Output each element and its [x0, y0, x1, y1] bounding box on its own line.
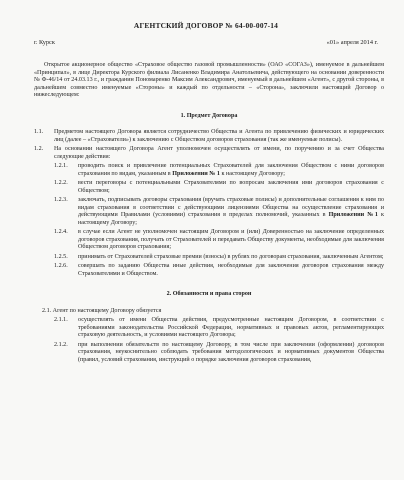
clause-text-part: к настоящему Договору; — [78, 212, 384, 226]
clause-text: осуществлять от имени Общества действия, предусмотренные настоящим Договором, в соответствии с требованиями законодательства Российской Федерации, нормативных и правовых актов, регламентирующих страховую деятельность, и условиями настоящего Договора; — [78, 317, 384, 338]
clause-number: 1.2.1. — [54, 163, 68, 169]
clause-text-part: проводить поиск и привлечение потенциальных Страхователей для заключения Обществом с ними договоров страхования по видам, указанным в — [78, 163, 384, 177]
clause-1-2-6 — [34, 263, 384, 278]
clause-1-2-5 — [34, 254, 384, 262]
contract-date: «01» апреля 2014 г. — [326, 38, 378, 46]
clause-1-1 — [34, 129, 384, 144]
clause-text: при выполнении обязательств по настоящему Договору, в том числе при заключении (оформлении) договоров страхования, неукоснительно соблюдать требования методологических и нормативных документов Общества (правил, условий страхования, инструкций о порядке заключения договоров страхования, — [78, 341, 384, 363]
clause-text: Предметом настоящего Договора является сотрудничество Общества и Агента по привлечению физических и юридических лиц (далее – «Страхователи») к заключению с Обществом договоров страхования (так же именуемые полисы). — [54, 129, 384, 143]
clause-number: 1.2.6. — [54, 263, 68, 269]
clause-1-2 — [34, 146, 384, 161]
clause-text: в случае если Агент не уполномочен настоящим Договором и (или) Доверенностью на заключение определенных договоров страхования, получать от Страхователей и передавать Обществу документы, необходимые для заключения Обществом договоров страхования; — [78, 229, 384, 250]
clause-1-2-3 — [34, 197, 384, 227]
clause-number: 1.2.3. — [54, 197, 68, 203]
clause-number: 1.2.5. — [54, 253, 68, 260]
clause-2-1: 2.1. Агент по настоящему Договору обязуется — [42, 307, 162, 314]
clause-1-2-2 — [34, 180, 384, 195]
clause-text: вести переговоры с потенциальными Страхователями по вопросам заключения ими договоров страхования с Обществом; — [78, 180, 384, 194]
section-1-title: 1. Предмет Договора — [180, 112, 238, 119]
clause-number: 1.2.4. — [54, 229, 68, 235]
clause-number: 1.2. — [34, 146, 44, 152]
place-date-row — [34, 39, 384, 47]
document-title: АГЕНТСКИЙ ДОГОВОР № 64-00-007-14 — [133, 21, 279, 30]
clause-1-2-4 — [34, 229, 384, 252]
appendix-ref: Приложении № 1 — [172, 170, 220, 177]
clause-number: 1.2.2. — [54, 180, 68, 186]
section-2-title: 2. Обязанности и права сторон — [166, 291, 252, 297]
clause-1-2-1 — [34, 163, 384, 178]
clause-2-1-2 — [34, 342, 384, 365]
clause-text — [78, 197, 384, 227]
clause-text: На основании настоящего Договора Агент уполномочен осуществлять от имени, по поручению и за счет Общества следующие действия: — [54, 146, 384, 160]
clause-number: 1.1. — [34, 129, 44, 135]
clause-text: принимать от Страхователей страховые премии (взносы) в рублях по договорам страхования, заключенным Агентом; — [78, 253, 384, 260]
clause-text: совершать по заданию Общества иные действия, необходимые для заключения договоров страхования между Страхователями и Обществом. — [78, 263, 384, 277]
appendix-ref: Приложении №1 — [328, 212, 378, 218]
clause-text-part: к настоящему Договору; — [219, 170, 285, 177]
clause-text-part: заключать, подписывать договоры страхования (вручать страховые полисы) и дополнительные соглашения к ним по видам страхования в соответствии с действующими лицензиями Общества на осуществление страхования и действующими Правилами (условиями) страхования в пределах полномочий, указанных в — [78, 197, 384, 218]
clause-number: 2.1.1. — [54, 317, 68, 323]
intro-paragraph: Открытое акционерное общество «Страховое общество газовой промышленности» (ОАО «СОГАЗ»), именуемое в дальнейшем «Принципал», в лице Директора Курского филиала Лисаненко Владимира Анатольевича, действующего на основании доверенности № Ф-46/14 от 24.03.13 г., и гражданин Пономаренко Максим Александрович, именуемый в дальнейшем «Агент», с другой стороны, в дальнейшем совместно именуемые «Стороны» и каждый по отдельности – «Сторона», заключили настоящий Договор о нижеследующем: — [34, 62, 384, 98]
clause-number: 2.1.2. — [54, 341, 68, 348]
clause-2-1-1 — [34, 317, 384, 340]
clause-text — [78, 163, 384, 178]
city: г. Курск — [34, 38, 55, 46]
